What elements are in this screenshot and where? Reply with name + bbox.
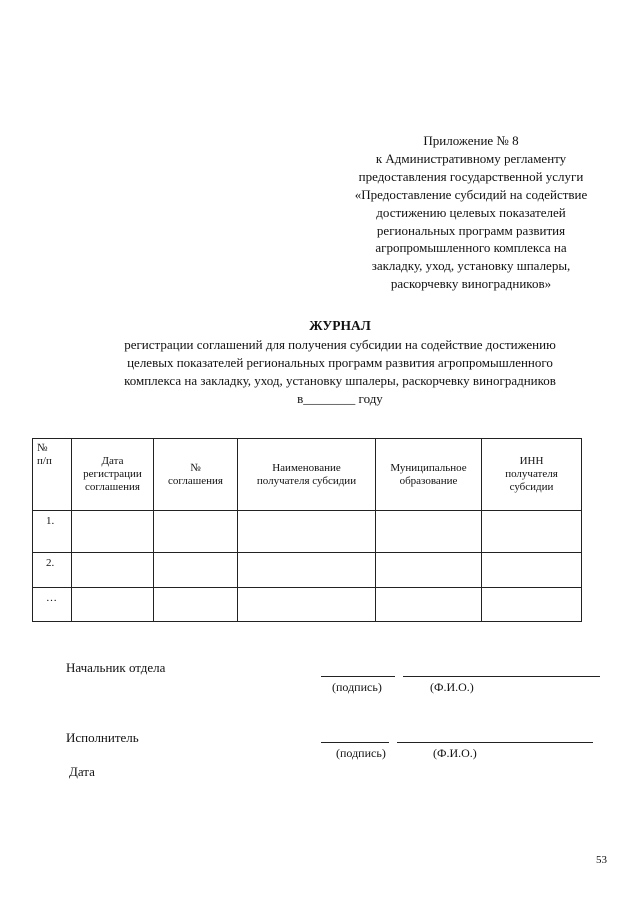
row-number-cell: 2. [33, 553, 72, 588]
head-signature-caption: (подпись) [332, 680, 382, 694]
table-cell [154, 511, 238, 553]
header-text: соглашения [168, 474, 223, 487]
document-title: ЖУРНАЛ [309, 318, 371, 333]
appendix-line: агропромышленного комплекса на [375, 240, 567, 256]
appendix-line: региональных программ развития [376, 222, 566, 238]
table-row [33, 588, 582, 622]
table-cell [72, 553, 154, 588]
executor-name-caption: (Ф.И.О.) [433, 746, 477, 760]
executor-label: Исполнитель [66, 730, 139, 745]
appendix-line: достижению целевых показателей [376, 204, 566, 220]
header-text: п/п [37, 455, 52, 467]
table-row [33, 553, 582, 588]
table-cell [238, 511, 376, 553]
document-subtitle-line: комплекса на закладку, уход, установку шпалеры, раскорчевку виноградников [124, 373, 556, 388]
header-cell-recipient-name [238, 439, 376, 511]
executor-signature-line [321, 742, 389, 743]
row-number-cell: 1. [33, 511, 72, 553]
appendix-line: раскорчевку виноградников» [390, 276, 552, 292]
table-cell [154, 553, 238, 588]
appendix-block [330, 132, 612, 293]
appendix-line: предоставления государственной услуги [358, 168, 584, 184]
document-subtitle-year: в________ году [297, 391, 383, 406]
header-text: № [37, 442, 48, 454]
header-cell-municipality [376, 439, 482, 511]
table-row [33, 511, 582, 553]
executor-signature-caption: (подпись) [336, 746, 386, 760]
document-subtitle-line: целевых показателей региональных программ развития агропромышленного [127, 355, 553, 370]
page-number: 53 [596, 854, 607, 866]
journal-table [32, 438, 582, 622]
executor-name-line [397, 742, 593, 743]
header-cell-agreement-number [154, 439, 238, 511]
header-text: ИНН [519, 455, 544, 467]
header-text: регистрации [83, 468, 142, 480]
header-text: Наименование [272, 461, 341, 474]
table-header-row [33, 439, 582, 511]
appendix-line: «Предоставление субсидий на содействие [354, 186, 588, 202]
header-cell-inn [482, 439, 582, 511]
table-cell [376, 511, 482, 553]
table-cell [376, 553, 482, 588]
table-cell [482, 553, 582, 588]
document-subtitle-line: регистрации соглашений для получения субсидии на содействие достижению [124, 337, 556, 352]
header-text: образование [399, 474, 458, 487]
table-cell [238, 553, 376, 588]
header-cell-number [33, 439, 72, 511]
table-cell [72, 511, 154, 553]
table-cell [376, 588, 482, 622]
header-text: получателя [505, 468, 558, 480]
header-text: субсидии [509, 481, 554, 493]
date-label: Дата [69, 764, 95, 779]
appendix-line: Приложение № 8 [423, 133, 519, 148]
table-cell [482, 588, 582, 622]
header-cell-registration-date [72, 439, 154, 511]
head-name-caption: (Ф.И.О.) [430, 680, 474, 694]
table-cell [482, 511, 582, 553]
head-signature-line [321, 676, 395, 677]
head-name-line [403, 676, 600, 677]
header-text: Муниципальное [390, 461, 467, 474]
table-cell [72, 588, 154, 622]
head-of-department-label: Начальник отдела [66, 660, 166, 675]
appendix-line: закладку, уход, установку шпалеры, [371, 258, 571, 274]
header-text: получателя субсидии [256, 474, 357, 487]
header-text: № [190, 461, 201, 474]
table-cell [154, 588, 238, 622]
appendix-line: к Административному регламенту [375, 150, 567, 166]
table-cell [238, 588, 376, 622]
row-number-cell: … [33, 588, 72, 622]
header-text: соглашения [85, 481, 140, 493]
header-text: Дата [101, 455, 124, 467]
